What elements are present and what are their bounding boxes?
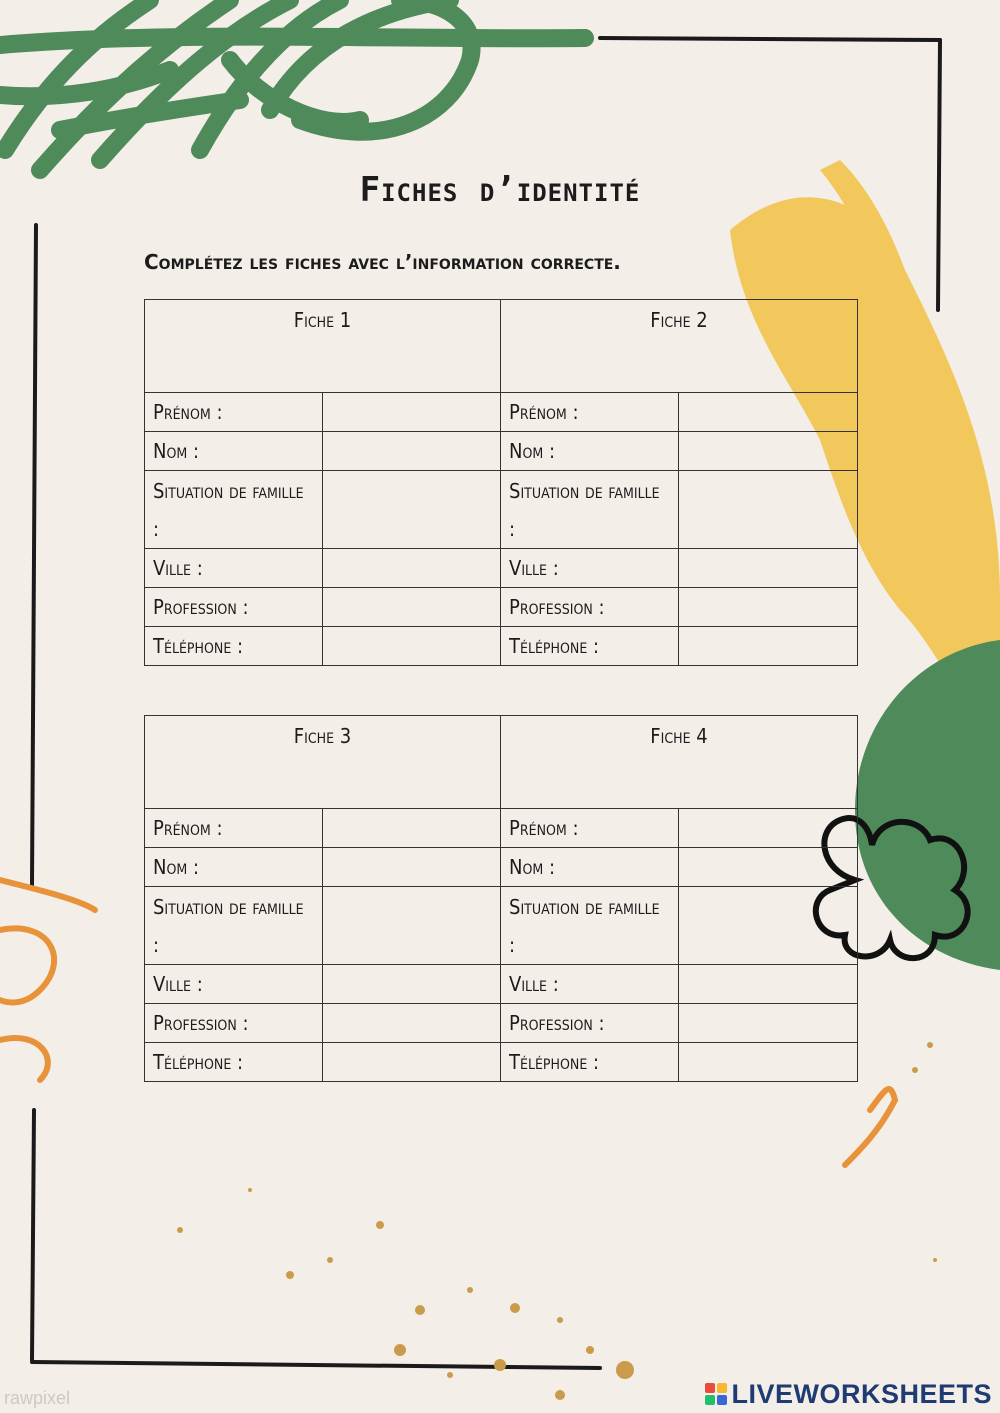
green-circle — [855, 640, 1000, 970]
liveworksheets-icon — [705, 1383, 727, 1405]
watermark: rawpixel — [4, 1388, 71, 1408]
field-label-profession: Profession : — [501, 588, 679, 627]
nom-input[interactable] — [679, 848, 857, 886]
telephone-input[interactable] — [679, 627, 857, 665]
ville-input[interactable] — [323, 549, 500, 587]
field-label-ville: Ville : — [145, 549, 323, 588]
field-value-cell[interactable] — [679, 471, 858, 549]
field-label-nom: Nom : — [145, 432, 323, 471]
field-label-ville: Ville : — [501, 549, 679, 588]
gold-speckles — [177, 1042, 937, 1400]
field-value-cell[interactable] — [323, 549, 501, 588]
field-value-cell[interactable] — [679, 1043, 858, 1082]
field-label-ville: Ville : — [145, 965, 323, 1004]
nom-input[interactable] — [323, 848, 500, 886]
profession-input[interactable] — [323, 1004, 500, 1042]
field-value-cell[interactable] — [323, 432, 501, 471]
field-label-nom: Nom : — [501, 432, 679, 471]
field-label-nom: Nom : — [145, 848, 323, 887]
fiche-header: Fiche 4 — [501, 716, 858, 809]
field-value-cell[interactable] — [323, 965, 501, 1004]
prenom-input[interactable] — [679, 393, 857, 431]
situation-input[interactable] — [323, 471, 500, 548]
field-value-cell[interactable] — [323, 1043, 501, 1082]
profession-input[interactable] — [679, 588, 857, 626]
field-label-prenom: Prénom : — [145, 393, 323, 432]
prenom-input[interactable] — [323, 809, 500, 847]
field-label-profession: Profession : — [501, 1004, 679, 1043]
fiche-header: Fiche 2 — [501, 300, 858, 393]
field-label-telephone: Téléphone : — [145, 1043, 323, 1082]
nom-input[interactable] — [323, 432, 500, 470]
field-value-cell[interactable] — [679, 393, 858, 432]
field-value-cell[interactable] — [323, 393, 501, 432]
field-value-cell[interactable] — [679, 627, 858, 666]
field-label-profession: Profession : — [145, 588, 323, 627]
telephone-input[interactable] — [323, 627, 500, 665]
field-value-cell[interactable] — [323, 887, 501, 965]
field-label-prenom: Prénom : — [145, 809, 323, 848]
field-value-cell[interactable] — [679, 887, 858, 965]
field-label-prenom: Prénom : — [501, 809, 679, 848]
field-label-nom: Nom : — [501, 848, 679, 887]
field-value-cell[interactable] — [679, 965, 858, 1004]
field-value-cell[interactable] — [323, 627, 501, 666]
field-label-situation: Situation de famille : — [501, 471, 679, 549]
field-value-cell[interactable] — [679, 1004, 858, 1043]
telephone-input[interactable] — [679, 1043, 857, 1081]
prenom-input[interactable] — [679, 809, 857, 847]
field-label-telephone: Téléphone : — [501, 1043, 679, 1082]
fiche-header: Fiche 1 — [145, 300, 501, 393]
situation-input[interactable] — [679, 471, 857, 548]
page-title: Fiches d’identité — [359, 170, 641, 210]
ville-input[interactable] — [679, 549, 857, 587]
green-leaf-scribble — [0, 0, 585, 170]
profession-input[interactable] — [679, 1004, 857, 1042]
field-value-cell[interactable] — [679, 549, 858, 588]
telephone-input[interactable] — [323, 1043, 500, 1081]
fiches-table-1-2 — [144, 299, 858, 666]
field-value-cell[interactable] — [323, 471, 501, 549]
fiches-table-3-4 — [144, 715, 858, 1082]
field-value-cell[interactable] — [679, 432, 858, 471]
ville-input[interactable] — [323, 965, 500, 1003]
field-label-telephone: Téléphone : — [501, 627, 679, 666]
logo-text: LIVEWORKSHEETS — [731, 1378, 992, 1409]
field-value-cell[interactable] — [679, 588, 858, 627]
field-value-cell[interactable] — [323, 1004, 501, 1043]
field-label-situation: Situation de famille : — [145, 471, 323, 549]
ville-input[interactable] — [679, 965, 857, 1003]
situation-input[interactable] — [679, 887, 857, 964]
field-label-situation: Situation de famille : — [501, 887, 679, 965]
field-label-ville: Ville : — [501, 965, 679, 1004]
field-label-telephone: Téléphone : — [145, 627, 323, 666]
prenom-input[interactable] — [323, 393, 500, 431]
liveworksheets-logo — [705, 1379, 992, 1409]
fiche-header: Fiche 3 — [145, 716, 501, 809]
situation-input[interactable] — [323, 887, 500, 964]
field-value-cell[interactable] — [323, 848, 501, 887]
field-label-prenom: Prénom : — [501, 393, 679, 432]
field-value-cell[interactable] — [323, 809, 501, 848]
nom-input[interactable] — [679, 432, 857, 470]
field-value-cell[interactable] — [679, 809, 858, 848]
field-value-cell[interactable] — [679, 848, 858, 887]
instructions: Complétez les fiches avec l’information correcte. — [144, 250, 621, 274]
field-value-cell[interactable] — [323, 588, 501, 627]
frame-lines — [32, 38, 940, 1368]
field-label-situation: Situation de famille : — [145, 887, 323, 965]
field-label-profession: Profession : — [145, 1004, 323, 1043]
profession-input[interactable] — [323, 588, 500, 626]
